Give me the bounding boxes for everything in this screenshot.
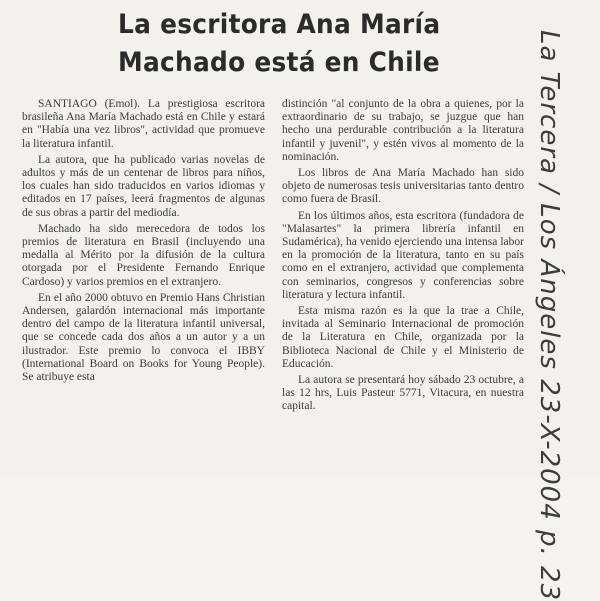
article-column-right [282, 98, 524, 417]
headline [118, 6, 449, 82]
headline-line-1: La escritora Ana María [118, 9, 441, 40]
paragraph: La autora se presentará hoy sábado 23 octubre, a las 12 hrs, Luis Pasteur 5771, Vitacura, en nuestra capital. [282, 374, 524, 413]
paragraph: En el año 2000 obtuvo en Premio Hans Christian Andersen, galardón internacional más importante dentro del campo de la literatura infantil universal, que se concede cada dos años a un autor y a un ilustrador. Este premio lo convoca el IBBY (International Board on Books for Young People). Se atribuye esta [22, 291, 265, 384]
paragraph: Los libros de Ana María Machado han sido objeto de numerosas tesis universitarias tanto dentro como fuera de Brasil. [282, 167, 524, 206]
paragraph: Esta misma razón es la que la trae a Chile, invitada al Seminario Internacional de promoción de la Literatura en Chile, organizada por la Biblioteca Nacional de Chile y el Ministerio de Educación. [282, 305, 524, 370]
paragraph: distinción "al conjunto de la obra a quienes, por la extraordinario de su trabajo, se juzgue que han hecho una perdurable contribución a la literatura infantil y juvenil", y estén vivos al momento de la nominación. [282, 98, 524, 163]
handwritten-note-text: La Tercera / Los Ángeles 23-X-2004 p. 23 [534, 30, 564, 601]
paragraph: SANTIAGO (Emol). La prestigiosa escritora brasileña Ana María Machado está en Chile y estará en "Había una vez libros", actividad que promueve la literatura infantil. [22, 98, 265, 150]
headline-line-2: Machado está en Chile [118, 47, 440, 78]
paragraph: Machado ha sido merecedora de todos los premios de literatura en Brasil (incluyendo una medalla al Mérito por la difusión de la cultura otorgada por el Presidente Fernando Enrique Cardoso) y varios premios en el extranjero. [22, 222, 265, 288]
paragraph: La autora, que ha publicado varias novelas de adultos y más de un centenar de libros para niños, los cuales han sido traducidos en varios idiomas y editados en 17 países, leerá fragmentos de algunas de sus obras a partir del mediodía. [22, 153, 265, 219]
paragraph: En los últimos años, esta escritora (fundadora de "Malasartes" la primera librería infantil en Sudamérica), ha venido ejerciendo una intensa labor en la promoción de la literatura, tanto en su país como en el extranjero, actividad que complementa con seminarios, congresos y conferencias sobre literatura y lectura infantil. [282, 209, 524, 301]
article-column-left [22, 98, 265, 387]
handwritten-source-note [528, 20, 598, 601]
